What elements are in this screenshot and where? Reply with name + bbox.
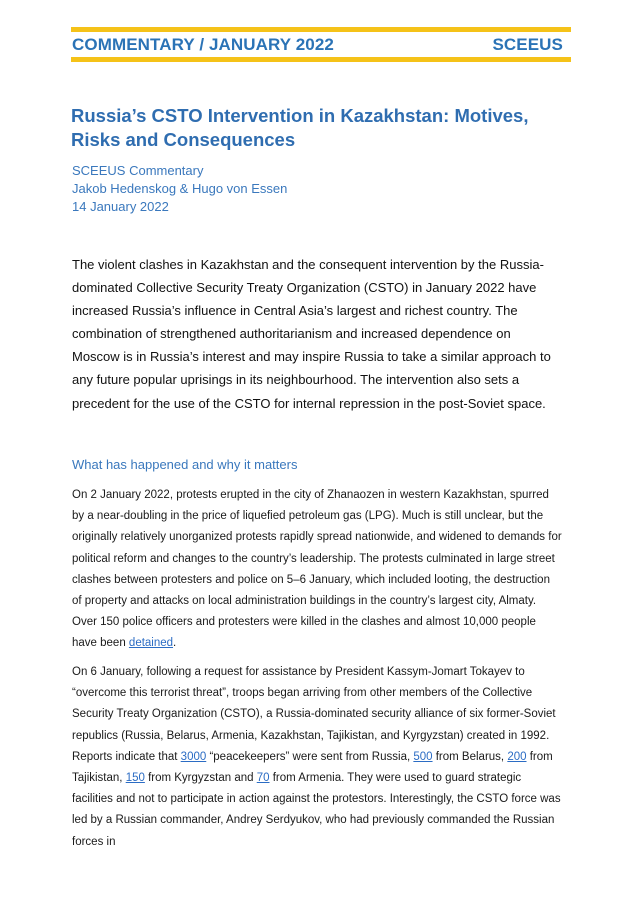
paragraph-text: “peacekeepers” were sent from Russia, xyxy=(206,750,414,763)
header-series-date: COMMENTARY / JANUARY 2022 xyxy=(72,35,334,54)
paragraph-text: from Armenia. They were used to guard strategic facilities and not to participate in action against the protestors. Interestingly, the CSTO force was led by a Russian commander, Andrey Serdyukov, who had previously commanded the Russian forces in xyxy=(72,772,561,848)
header-bottom-rule xyxy=(71,57,571,62)
header-top-rule xyxy=(71,27,571,32)
paragraph-text: . xyxy=(173,637,177,650)
article-date: 14 January 2022 xyxy=(72,199,169,214)
body-paragraph-2 xyxy=(72,662,562,853)
header-brand: SCEEUS xyxy=(492,35,563,54)
tajikistan-troops-link[interactable]: 200 xyxy=(507,750,527,763)
paragraph-text: from Kyrgyzstan and xyxy=(144,772,257,785)
paragraph-text: On 2 January 2022, protests erupted in the city of Zhanaozen in western Kazakhstan, spurred by a near-doubling in the price of liquefied petroleum gas (LPG). Much is still unclear, but the originally relatively unorganized protests rapidly spread nationwide, and widened to demands for political reform and changes to the country’s leadership. The protests culminated in large street clashes between protesters and police on 5–6 January, which included looting, the destruction of property and attacks on local administration buildings in the country’s largest city, Almaty. Over 150 police officers and protesters were killed in the clashes and almost 10,000 people have been xyxy=(72,489,562,650)
article-title: Russia’s CSTO Intervention in Kazakhstan: Motives, Risks and Consequences xyxy=(71,105,529,150)
belarus-troops-link[interactable]: 500 xyxy=(413,750,433,763)
armenia-troops-link[interactable]: 70 xyxy=(256,772,270,785)
paragraph-text: On 6 January, following a request for assistance by President Kassym-Jomart Tokayev to “overcome this terrorist threat”, troops began arriving from other members of the Collective Security Treaty Organization (CSTO), a Russia-dominated security alliance of six former-Soviet republics (Russia, Belarus, Armenia, Kazakhstan, Tajikistan, and Kyrgyzstan) created in 1992. Reports indicate that xyxy=(72,666,556,763)
paragraph-text: from Tajikistan, xyxy=(72,750,553,785)
section-heading: What has happened and why it matters xyxy=(72,457,298,472)
kyrgyzstan-troops-link[interactable]: 150 xyxy=(125,772,145,785)
paragraph-text: from Belarus, xyxy=(432,750,508,763)
article-authors: Jakob Hedenskog & Hugo von Essen xyxy=(72,181,288,196)
lead-paragraph: The violent clashes in Kazakhstan and the consequent intervention by the Russia-dominated Collective Security Treaty Organization (CSTO) in January 2022 have increased Russia’s influence in Central Asia’s largest and richest country. The combination of strengthened authoritarianism and increased dependence on Moscow is in Russia’s interest and may inspire Russia to take a similar approach to any future popular uprisings in its neighbourhood. The intervention also sets a precedent for the use of the CSTO for internal repression in the post-Soviet space. xyxy=(72,257,551,411)
article-series: SCEEUS Commentary xyxy=(72,163,204,178)
russia-troops-link[interactable]: 3000 xyxy=(180,750,207,763)
detained-link[interactable]: detained xyxy=(128,637,174,650)
body-paragraph-1 xyxy=(72,485,562,655)
